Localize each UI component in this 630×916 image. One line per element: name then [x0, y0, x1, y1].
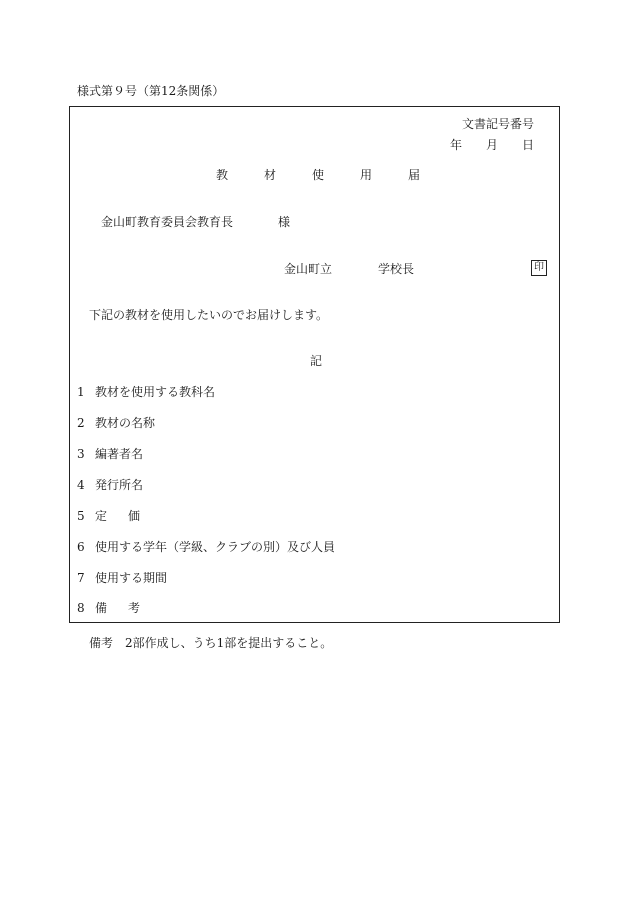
- footnote: 備考 2部作成し、うち1部を提出すること。: [89, 636, 333, 650]
- item-number: 5: [77, 509, 85, 523]
- item-number: 8: [77, 601, 85, 615]
- item-label-char: 考: [128, 601, 141, 615]
- list-item: [77, 571, 167, 585]
- title-char: 材: [264, 168, 277, 182]
- item-label: 使用する期間: [95, 571, 168, 585]
- item-number: 4: [77, 478, 85, 492]
- item-label: 教材の名称: [95, 416, 156, 430]
- item-label: 教材を使用する教科名: [95, 385, 216, 399]
- item-number: 7: [77, 571, 85, 585]
- item-label: 発行所名: [95, 478, 144, 492]
- document-reference-number: 文書記号番号: [462, 117, 535, 131]
- seal-mark: 印: [531, 260, 547, 276]
- item-label: 編著者名: [95, 447, 144, 461]
- item-label-char: 定: [95, 509, 108, 523]
- item-label-char: 価: [128, 509, 141, 523]
- honorific: 様: [278, 215, 291, 229]
- list-item: [77, 540, 335, 554]
- list-item: [77, 416, 155, 430]
- item-number: 3: [77, 447, 85, 461]
- item-number: 6: [77, 540, 85, 554]
- date-month: 月: [486, 138, 499, 152]
- ki-heading: 記: [310, 354, 323, 368]
- title-char: 使: [312, 168, 325, 182]
- title-char: 届: [408, 168, 421, 182]
- title-char: 教: [216, 168, 229, 182]
- title-char: 用: [360, 168, 373, 182]
- school-prefix: 金山町立: [284, 262, 333, 276]
- date-day: 日: [522, 138, 535, 152]
- list-item: [77, 478, 143, 492]
- item-label: 使用する学年（学級、クラブの別）及び人員: [95, 540, 336, 554]
- addressee: 金山町教育委員会教育長: [101, 215, 234, 229]
- form-number: 様式第９号（第12条関係）: [77, 84, 225, 98]
- item-label-char: 備: [95, 601, 108, 615]
- list-item: [77, 385, 215, 399]
- list-item: [77, 601, 161, 615]
- item-number: 1: [77, 385, 85, 399]
- date-year: 年: [450, 138, 463, 152]
- principal-title: 学校長: [378, 262, 415, 276]
- item-number: 2: [77, 416, 85, 430]
- intro-text: 下記の教材を使用したいのでお届けします。: [89, 308, 329, 322]
- form-title: [216, 168, 456, 182]
- list-item: [77, 509, 161, 523]
- list-item: [77, 447, 143, 461]
